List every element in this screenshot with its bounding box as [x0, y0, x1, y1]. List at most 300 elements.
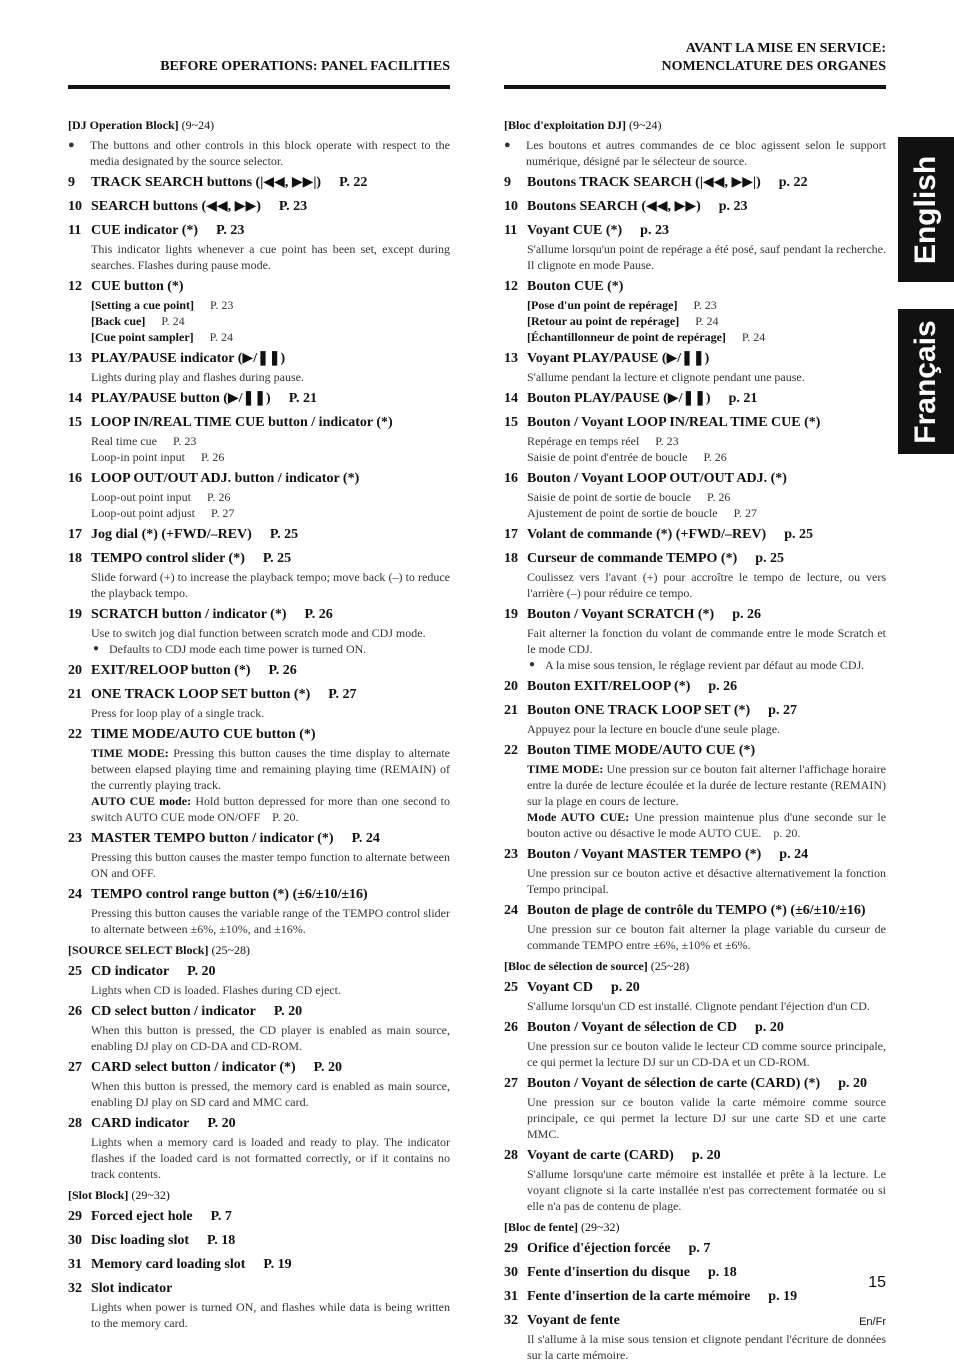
sub-entry-page-ref: P. 27 — [211, 506, 235, 520]
item-description: S'allume lorsqu'un point de repérage a été posé, sauf pendant la recherche. Il clignote en mode Pause. — [527, 242, 886, 272]
list-item — [504, 1239, 886, 1259]
item-title — [504, 1074, 886, 1094]
list-item — [68, 661, 450, 681]
list-item — [504, 701, 886, 737]
item-sub-entry — [527, 297, 886, 313]
item-label: Bouton de plage de contrôle du TEMPO (*) (±6/±10/±16) — [527, 903, 866, 918]
mode-page-ref: P. 20. — [272, 810, 299, 824]
list-item — [68, 413, 450, 465]
english-content — [68, 112, 450, 1331]
item-label: SCRATCH button / indicator (*) — [91, 607, 287, 622]
item-description: Lights when a memory card is loaded and ready to play. The indicator flashes if the loaded card is not formatted correctly, or if it contains no track contents. — [91, 1135, 450, 1181]
item-number: 21 — [68, 687, 82, 702]
item-page-ref: P. 26 — [304, 607, 333, 622]
item-label: Disc loading slot — [91, 1233, 190, 1248]
mode-name: AUTO CUE mode: — [91, 794, 192, 808]
list-item — [504, 1263, 886, 1283]
item-number: 16 — [504, 471, 518, 486]
sub-entry-page-ref: P. 23 — [693, 298, 717, 312]
tab-english-label: English — [909, 155, 942, 264]
item-label: Slot indicator — [91, 1281, 173, 1296]
item-number: 14 — [68, 391, 82, 406]
item-title — [68, 829, 450, 849]
item-number: 25 — [504, 980, 518, 995]
section-range: (25~28) — [650, 959, 690, 973]
item-title — [504, 413, 886, 433]
item-label: Voyant de fente — [527, 1313, 620, 1328]
section-note: ● Les boutons et autres commandes de ce bloc agissent selon le support numérique, désigné par le sélecteur de source. — [504, 137, 886, 169]
sub-entry-page-ref: P. 24 — [741, 330, 766, 344]
item-title — [504, 197, 886, 217]
list-item — [68, 525, 450, 545]
section-title: [Bloc de sélection de source] — [504, 959, 648, 973]
item-page-ref: p. 20 — [838, 1076, 867, 1091]
sub-entry-label: Loop-out point adjust — [91, 506, 195, 520]
item-number: 13 — [68, 351, 82, 366]
item-number: 26 — [504, 1020, 518, 1035]
item-label: Bouton PLAY/PAUSE (▶/❚❚) — [527, 391, 711, 406]
item-number: 18 — [504, 551, 518, 566]
item-page-ref: P. 25 — [262, 551, 292, 566]
list-item — [68, 605, 450, 657]
item-page-ref: P. 24 — [351, 831, 380, 846]
section-heading — [504, 1220, 886, 1235]
item-sub-bullet: ● A la mise sous tension, le réglage revient par défaut au mode CDJ. — [527, 657, 886, 673]
mode-description — [527, 809, 886, 841]
item-label: Voyant de carte (CARD) — [527, 1148, 674, 1163]
list-item — [68, 1002, 450, 1054]
tab-francais-label: Français — [909, 319, 942, 444]
mode-page-ref: p. 20. — [773, 826, 801, 840]
item-number: 16 — [68, 471, 82, 486]
sub-entry-page-ref: P. 26 — [207, 490, 231, 504]
item-page-ref: p. 24 — [779, 847, 809, 862]
item-title — [68, 277, 450, 297]
item-title — [504, 605, 886, 625]
list-item — [68, 725, 450, 825]
item-number: 30 — [68, 1233, 82, 1248]
item-title — [504, 1018, 886, 1038]
item-title — [68, 661, 450, 681]
item-title — [504, 549, 886, 569]
item-label: TEMPO control slider (*) — [91, 551, 245, 566]
item-sub-entry — [527, 449, 886, 465]
item-title — [68, 413, 450, 433]
item-label: PLAY/PAUSE indicator (▶/❚❚) — [91, 351, 286, 366]
list-item — [68, 962, 450, 998]
page-language-code: En/Fr — [859, 1316, 886, 1328]
mode-text: Hold button depressed for more than one second to switch AUTO CUE mode ON/OFF — [91, 794, 451, 824]
item-label: Voyant CUE (*) — [527, 223, 623, 238]
item-label: SEARCH buttons (◀◀, ▶▶) — [91, 199, 261, 214]
section-heading — [504, 118, 886, 133]
sub-entry-page-ref: P. 24 — [161, 314, 185, 328]
item-title — [504, 173, 886, 193]
item-page-ref: p. 26 — [732, 607, 762, 622]
sub-entry-page-ref: P. 24 — [209, 330, 234, 344]
list-item — [504, 1287, 886, 1307]
list-item — [68, 1231, 450, 1251]
item-description: Fait alterner la fonction du volant de commande entre le mode Scratch et le mode CDJ. — [527, 626, 886, 656]
item-label: Voyant CD — [527, 980, 593, 995]
item-page-ref: P. 27 — [328, 687, 357, 702]
sub-entry-label: Saisie de point d'entrée de boucle — [527, 450, 688, 464]
item-title — [504, 277, 886, 297]
item-title — [68, 685, 450, 705]
item-number: 22 — [68, 727, 82, 742]
item-title — [504, 469, 886, 489]
item-number: 24 — [68, 887, 82, 902]
item-title — [68, 1207, 450, 1227]
item-number: 29 — [504, 1241, 518, 1256]
item-number: 27 — [68, 1060, 82, 1075]
item-number: 23 — [504, 847, 518, 862]
english-header-rule — [68, 85, 450, 89]
item-label: PLAY/PAUSE button (▶/❚❚) — [91, 391, 271, 406]
sub-entry-label: [Cue point sampler] — [91, 330, 194, 344]
item-sub-entry — [527, 433, 886, 449]
item-page-ref: P. 20 — [313, 1060, 342, 1075]
item-title — [504, 525, 886, 545]
item-page-ref: P. 20 — [187, 964, 216, 979]
item-description: Une pression sur ce bouton fait alterner la plage variable du curseur de commande TEMPO entre ±6%, ±10% et ±6%. — [527, 922, 886, 952]
item-description: Pressing this button causes the master tempo function to alternate between ON and OFF. — [91, 850, 450, 880]
list-item — [68, 197, 450, 217]
item-number: 13 — [504, 351, 518, 366]
item-description: When this button is pressed, the memory card is enabled as main source, enabling DJ play on SD card and MMC card. — [91, 1079, 450, 1109]
item-description: When this button is pressed, the CD player is enabled as main source, enabling DJ play on CD-DA and CD-ROM. — [91, 1023, 450, 1053]
list-item — [68, 685, 450, 721]
item-page-ref: P. 26 — [268, 663, 297, 678]
list-item — [504, 677, 886, 697]
item-description: Slide forward (+) to increase the playback tempo; move back (–) to reduce the playback tempo. — [91, 570, 450, 600]
item-label: Bouton / Voyant LOOP IN/REAL TIME CUE (*) — [527, 415, 821, 430]
sub-entry-page-ref: P. 23 — [172, 434, 197, 448]
french-header — [504, 40, 886, 76]
item-sub-entry — [91, 505, 450, 521]
item-number: 31 — [504, 1289, 518, 1304]
section-range: (25~28) — [211, 943, 250, 957]
item-title — [68, 549, 450, 569]
item-page-ref: p. 20 — [755, 1020, 784, 1035]
item-page-ref: P. 20 — [207, 1116, 236, 1131]
item-label: ONE TRACK LOOP SET button (*) — [91, 687, 311, 702]
item-page-ref: P. 23 — [278, 199, 308, 214]
list-item — [504, 525, 886, 545]
item-number: 28 — [504, 1148, 518, 1163]
item-label: Fente d'insertion de la carte mémoire — [527, 1289, 751, 1304]
item-label: CARD select button / indicator (*) — [91, 1060, 296, 1075]
item-label: Bouton / Voyant MASTER TEMPO (*) — [527, 847, 762, 862]
item-description: Pressing this button causes the variable range of the TEMPO control slider to alternate between ±6%, ±10%, and ±16%. — [91, 906, 450, 936]
item-number: 19 — [68, 607, 82, 622]
item-description: S'allume pendant la lecture et clignote pendant une pause. — [527, 370, 805, 384]
item-description: Une pression sur ce bouton active et désactive alternativement la fonction Tempo principal. — [527, 866, 886, 896]
item-description: S'allume lorsqu'une carte mémoire est installée et prête à la lecture. Le voyant clignote si la carte installée n'est pas correctement formatée ou si elle n'a pas de contenu de plage. — [527, 1167, 886, 1213]
section-heading — [68, 118, 450, 133]
item-title — [68, 1002, 450, 1022]
item-sub-entry — [527, 505, 886, 521]
mode-text: Pressing this button causes the time display to alternate between elapsed playing time and remaining playing time (REMAIN) of the currently playing track. — [91, 746, 450, 792]
list-item — [68, 885, 450, 937]
item-title — [504, 741, 886, 761]
list-item — [504, 845, 886, 897]
list-item — [504, 413, 886, 465]
list-item — [68, 1279, 450, 1331]
sub-entry-page-ref: P. 27 — [733, 506, 757, 520]
item-label: Forced eject hole — [91, 1209, 193, 1224]
item-page-ref: p. 23 — [718, 199, 748, 214]
item-title — [504, 1146, 886, 1166]
item-label: TEMPO control range button (*) (±6/±10/±16) — [91, 887, 368, 902]
item-title — [68, 389, 450, 409]
sub-entry-label: Loop-in point input — [91, 450, 185, 464]
sub-entry-label: Saisie de point de sortie de boucle — [527, 490, 691, 504]
item-page-ref: p. 20 — [611, 980, 640, 995]
item-label: LOOP IN/REAL TIME CUE button / indicator (*) — [91, 415, 393, 430]
item-number: 17 — [68, 527, 82, 542]
mode-description — [91, 745, 450, 793]
item-number: 26 — [68, 1004, 82, 1019]
sub-entry-label: Loop-out point input — [91, 490, 191, 504]
item-number: 20 — [68, 663, 82, 678]
item-title — [68, 197, 450, 217]
item-description: Press for loop play of a single track. — [91, 706, 265, 720]
item-page-ref: P. 7 — [210, 1209, 232, 1224]
item-label: CARD indicator — [91, 1116, 190, 1131]
item-number: 28 — [68, 1116, 82, 1131]
item-description: Il s'allume à la mise sous tension et clignote pendant l'écriture de données sur la carte mémoire. — [527, 1332, 886, 1362]
item-label: Bouton / Voyant SCRATCH (*) — [527, 607, 715, 622]
item-label: MASTER TEMPO button / indicator (*) — [91, 831, 334, 846]
list-item — [504, 389, 886, 409]
item-label: Bouton / Voyant de sélection de CD — [527, 1020, 738, 1035]
tab-english[interactable] — [898, 137, 954, 282]
item-number: 31 — [68, 1257, 82, 1272]
page-number: 15 — [868, 1274, 886, 1291]
sub-entry-page-ref: P. 26 — [703, 450, 727, 464]
item-title — [504, 1239, 886, 1259]
item-description: Lights during play and flashes during pause. — [91, 370, 304, 384]
sub-entry-label: Repérage en temps réel — [527, 434, 640, 448]
section-title: [Slot Block] — [68, 1188, 129, 1202]
item-description: Use to switch jog dial function between scratch mode and CDJ mode. — [91, 626, 426, 640]
sub-entry-label: [Back cue] — [91, 314, 146, 328]
section-range: (29~32) — [131, 1188, 170, 1202]
item-label: Bouton / Voyant de sélection de carte (CARD) (*) — [527, 1076, 821, 1091]
item-page-ref: p. 22 — [778, 175, 808, 190]
section-heading — [68, 1188, 450, 1203]
mode-name: TIME MODE: — [91, 746, 169, 760]
item-sub-entry — [91, 489, 450, 505]
item-sub-entry — [91, 329, 450, 345]
mode-name: Mode AUTO CUE: — [527, 810, 630, 824]
item-number: 20 — [504, 679, 518, 694]
item-title — [68, 885, 450, 905]
sub-entry-page-ref: P. 26 — [706, 490, 731, 504]
item-number: 15 — [504, 415, 518, 430]
item-label: Bouton CUE (*) — [527, 279, 624, 294]
list-item — [504, 605, 886, 673]
item-title — [68, 605, 450, 625]
list-item — [504, 741, 886, 841]
mode-text: Une pression maintenue plus d'une seconde sur le bouton active ou désactive le mode AUTO CUE. — [527, 810, 887, 840]
item-page-ref: P. 25 — [269, 527, 299, 542]
item-page-ref: p. 19 — [768, 1289, 798, 1304]
item-description: Coulissez vers l'avant (+) pour accroître le tempo de lecture, ou vers l'arrière (–) pour réduire ce tempo. — [527, 570, 886, 600]
item-page-ref: p. 25 — [784, 527, 814, 542]
sub-entry-page-ref: P. 23 — [655, 434, 679, 448]
sub-entry-page-ref: P. 23 — [210, 298, 234, 312]
item-label: Voyant PLAY/PAUSE (▶/❚❚) — [527, 351, 710, 366]
item-title — [504, 389, 886, 409]
list-item — [68, 221, 450, 273]
item-number: 10 — [504, 199, 518, 214]
item-title — [504, 1263, 886, 1283]
item-sub-entry — [91, 313, 450, 329]
item-page-ref: P. 20 — [273, 1004, 303, 1019]
item-label: Memory card loading slot — [91, 1257, 246, 1272]
list-item — [68, 1207, 450, 1227]
item-label: EXIT/RELOOP button (*) — [91, 663, 251, 678]
section-title: [SOURCE SELECT Block] — [68, 943, 209, 957]
list-item — [68, 1255, 450, 1275]
item-number: 29 — [68, 1209, 82, 1224]
item-label: Fente d'insertion du disque — [527, 1265, 690, 1280]
item-label: Curseur de commande TEMPO (*) — [527, 551, 738, 566]
list-item — [68, 469, 450, 521]
list-item — [68, 389, 450, 409]
item-number: 14 — [504, 391, 518, 406]
item-label: Boutons SEARCH (◀◀, ▶▶) — [527, 199, 701, 214]
section-heading — [68, 943, 450, 958]
list-item — [68, 277, 450, 345]
item-number: 32 — [504, 1313, 518, 1328]
item-label: Bouton ONE TRACK LOOP SET (*) — [527, 703, 751, 718]
item-number: 12 — [68, 279, 82, 294]
section-title: [Bloc d'exploitation DJ] — [504, 118, 626, 132]
list-item — [504, 901, 886, 953]
item-label: Orifice d'éjection forcée — [527, 1241, 671, 1256]
item-page-ref: P. 23 — [216, 223, 245, 238]
sub-entry-page-ref: P. 24 — [695, 314, 719, 328]
item-sub-entry — [91, 433, 450, 449]
item-label: CD select button / indicator — [91, 1004, 256, 1019]
item-page-ref: p. 23 — [640, 223, 669, 238]
sub-entry-label: [Échantillonneur de point de repérage] — [527, 330, 726, 344]
item-label: TIME MODE/AUTO CUE button (*) — [91, 727, 316, 742]
english-header: BEFORE OPERATIONS: PANEL FACILITIES — [160, 59, 450, 74]
list-item — [504, 1018, 886, 1070]
item-sub-entry — [527, 489, 886, 505]
item-description: Appuyez pour la lecture en boucle d'une seule plage. — [527, 722, 781, 736]
item-title — [68, 1279, 450, 1299]
french-header-rule — [504, 85, 886, 89]
item-page-ref: p. 25 — [755, 551, 785, 566]
item-number: 24 — [504, 903, 518, 918]
item-title — [68, 1231, 450, 1251]
item-sub-bullet: ● Defaults to CDJ mode each time power is turned ON. — [91, 641, 450, 657]
sub-entry-label: Ajustement de point de sortie de boucle — [527, 506, 718, 520]
item-description: Lights when power is turned ON, and flashes while data is being written to the memory card. — [91, 1300, 450, 1330]
french-content — [504, 112, 886, 1363]
mode-name: TIME MODE: — [527, 762, 604, 776]
sub-entry-label: Real time cue — [91, 434, 157, 448]
item-page-ref: p. 21 — [728, 391, 758, 406]
item-number: 9 — [68, 175, 75, 190]
list-item — [504, 978, 886, 1014]
item-label: TRACK SEARCH buttons (|◀◀, ▶▶|) — [91, 175, 322, 190]
item-title — [504, 701, 886, 721]
item-page-ref: p. 7 — [688, 1241, 711, 1256]
list-item — [504, 221, 886, 273]
item-title — [68, 1058, 450, 1078]
section-note: ● The buttons and other controls in this block operate with respect to the media designated by the source selector. — [68, 137, 450, 169]
list-item — [504, 277, 886, 345]
item-page-ref: p. 27 — [768, 703, 797, 718]
item-number: 11 — [504, 223, 518, 238]
item-sub-entry — [527, 329, 886, 345]
list-item — [504, 349, 886, 385]
list-item — [68, 349, 450, 385]
item-number: 10 — [68, 199, 82, 214]
list-item — [68, 829, 450, 881]
section-title: [Bloc de fente] — [504, 1220, 578, 1234]
item-number: 18 — [68, 551, 82, 566]
item-title — [504, 901, 886, 921]
item-number: 23 — [68, 831, 82, 846]
item-sub-entry — [91, 297, 450, 313]
item-page-ref: P. 22 — [339, 175, 368, 190]
item-title — [504, 221, 886, 241]
item-label: Volant de commande (*) (+FWD/–REV) — [527, 527, 767, 542]
item-title — [68, 962, 450, 982]
mode-description — [91, 793, 450, 825]
item-number: 11 — [68, 223, 82, 238]
section-heading — [504, 959, 886, 974]
tab-francais[interactable] — [898, 309, 954, 454]
item-title — [68, 725, 450, 745]
item-title — [68, 469, 450, 489]
section-title: [DJ Operation Block] — [68, 118, 179, 132]
item-label: Bouton TIME MODE/AUTO CUE (*) — [527, 743, 756, 758]
item-title — [68, 525, 450, 545]
item-number: 9 — [504, 175, 511, 190]
list-item — [504, 549, 886, 601]
sub-entry-label: [Retour au point de repérage] — [527, 314, 680, 328]
item-label: CUE button (*) — [91, 279, 184, 294]
sub-entry-label: [Pose d'un point de repérage] — [527, 298, 678, 312]
item-title — [504, 677, 886, 697]
item-description: Une pression sur ce bouton valide la carte mémoire comme source principale, ce qui permet la lecture DJ sur une carte SD et une carte MMC. — [527, 1095, 886, 1141]
item-number: 25 — [68, 964, 82, 979]
item-sub-entry — [527, 313, 886, 329]
item-label: Boutons TRACK SEARCH (|◀◀, ▶▶|) — [527, 175, 761, 190]
item-description: S'allume lorsqu'un CD est installé. Clignote pendant l'éjection d'un CD. — [527, 999, 870, 1013]
item-title — [68, 173, 450, 193]
item-label: Jog dial (*) (+FWD/–REV) — [91, 527, 252, 542]
item-label: Bouton EXIT/RELOOP (*) — [527, 679, 691, 694]
french-header-line2: NOMENCLATURE DES ORGANES — [661, 59, 886, 74]
sub-entry-page-ref: P. 26 — [201, 450, 225, 464]
list-item — [68, 549, 450, 601]
item-description: Lights when CD is loaded. Flashes during CD eject. — [91, 983, 341, 997]
item-title — [504, 845, 886, 865]
sub-entry-label: [Setting a cue point] — [91, 298, 194, 312]
section-range: (9~24) — [629, 118, 662, 132]
item-page-ref: P. 21 — [288, 391, 317, 406]
item-number: 19 — [504, 607, 518, 622]
